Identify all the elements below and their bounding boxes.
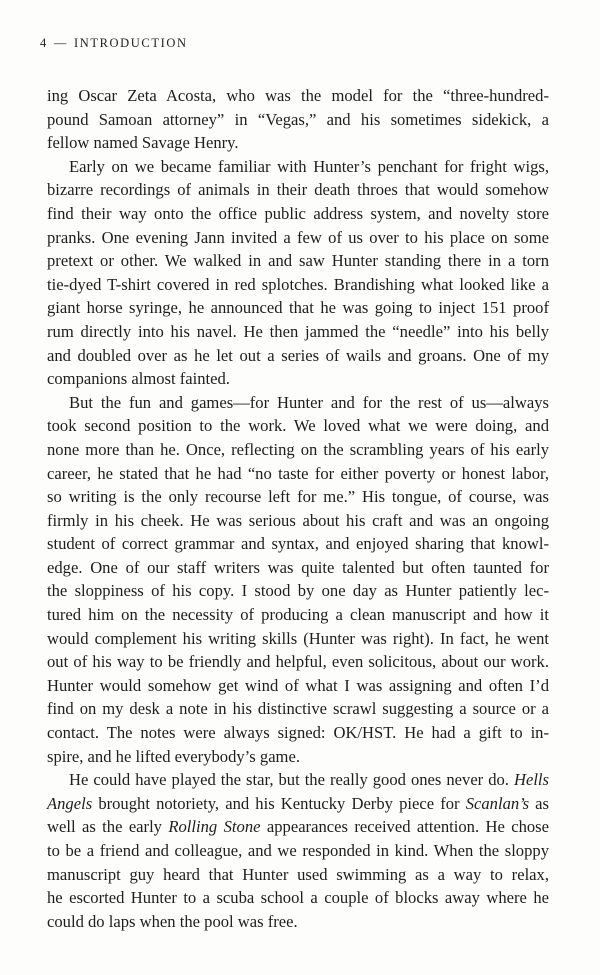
text-segment: brought notoriety, and his Kentucky Derby piece for [92,793,466,813]
text-line: the sloppiness of his copy. I stood by one day as Hunter patiently lec- [47,581,549,601]
body-text [47,84,549,933]
text-segment: appearances received attention. He chose [260,817,550,837]
paragraph [47,84,549,155]
paragraph [47,155,549,391]
text-line: giant horse syringe, he announced that he was going to inject 151 proof [47,298,549,318]
italic-title: Rolling Stone [168,817,261,837]
text-line: find their way onto the office public address system, and novelty store [47,203,549,223]
text-line: find on my desk a note in his distinctive scrawl suggesting a source or a [47,699,549,719]
running-head-separator: — [53,36,68,50]
section-title: INTRODUCTION [73,36,188,50]
text-line: bizarre recordings of animals in their death throes that would somehow [47,180,549,200]
text-line: pranks. One evening Jann invited a few of us over to his place on some [47,227,549,247]
text-line: career, he stated that he had “no taste for either poverty or honest labor, [47,463,549,483]
italic-title: Scanlan’s [465,793,530,813]
text-line: pound Samoan attorney” in “Vegas,” and his sometimes sidekick, a [47,109,549,129]
page-number: 4 [40,36,48,50]
text-line: could do laps when the pool was free. [47,911,298,931]
text-line: manuscript guy heard that Hunter used swimming as a way to relax, [47,864,549,884]
text-line: Early on we became familiar with Hunter’s penchant for fright wigs, [69,156,549,176]
paragraph [47,391,549,769]
text-line: would complement his writing skills (Hunter was right). In fact, he went [47,628,549,648]
text-line: out of his way to be friendly and helpful, even solicitous, about our work. [47,652,549,672]
text-line: student of correct grammar and syntax, and enjoyed sharing that knowl- [47,534,549,554]
text-line: pretext or other. We walked in and saw Hunter standing there in a torn [47,251,549,271]
text-line: ing Oscar Zeta Acosta, who was the model for the “three-hundred- [47,86,549,105]
text-line: rum directly into his navel. He then jammed the “needle” into his belly [47,321,549,341]
text-line [47,815,549,839]
text-line: firmly in his cheek. He was serious about his craft and was an ongoing [47,510,549,530]
text-line: edge. One of our staff writers was quite talented but often taunted for [47,557,549,577]
text-segment: well as the early [47,817,169,837]
text-line: none more than he. Once, reflecting on the scrambling years of his early [47,439,549,459]
text-line [47,792,549,816]
text-line: tie-dyed T-shirt covered in red splotches. Brandishing what looked like a [47,274,549,294]
text-segment: as [529,793,549,813]
text-line: companions almost fainted. [47,369,230,389]
text-line: so writing is the only recourse left for me.” His tongue, of course, was [47,487,549,507]
italic-title: Hells [513,770,549,790]
text-line: spire, and he lifted everybody’s game. [47,746,300,766]
text-line: But the fun and games—for Hunter and for the rest of us—always [69,392,549,412]
running-head [40,36,188,51]
text-line: to be a friend and colleague, and we responded in kind. When the sloppy [47,841,549,860]
text-segment: He could have played the star, but the really good ones never do. [69,770,514,790]
text-line [47,768,549,792]
text-line: and doubled over as he let out a series of wails and groans. One of my [47,345,549,365]
text-line: Hunter would somehow get wind of what I was assigning and often I’d [47,675,549,695]
italic-title: Angels [47,793,93,813]
text-line: fellow named Savage Henry. [47,133,239,153]
text-line: contact. The notes were always signed: OK/HST. He had a gift to in- [47,723,549,743]
text-line: took second position to the work. We loved what we were doing, and [47,416,549,436]
text-line: he escorted Hunter to a scuba school a couple of blocks away where he [47,888,549,908]
paragraph [47,768,549,933]
text-line: tured him on the necessity of producing a clean manuscript and how it [47,605,549,625]
